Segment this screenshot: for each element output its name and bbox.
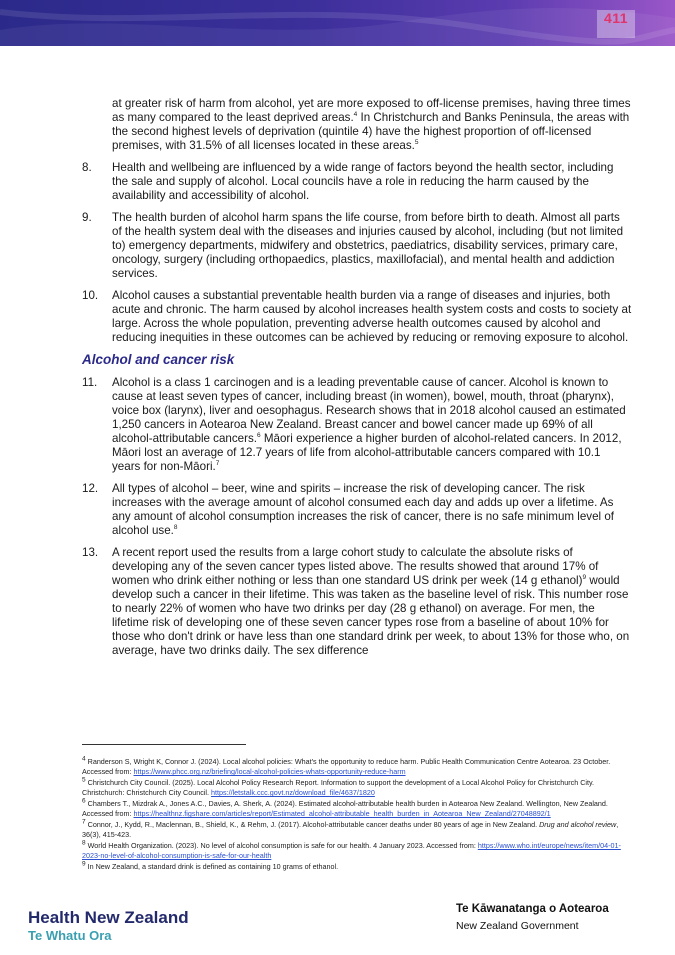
footnote-number: 6 (82, 797, 86, 805)
health-nz-logo (28, 908, 189, 943)
continuation-text-2: In Christchurch and Banks Peninsula, the areas with the second highest levels of deprivation (quintile 4) have the highest proportion of off-licensed premises, with 31.5% of all licenses located in these areas. (112, 111, 630, 152)
paragraph-text-a: A recent report used the results from a large cohort study to calculate the absolute risks of developing any of the seven cancer types listed above. The results showed that around 17% of women who drink either nothing or less than one standard US drink per week (14 g ethanol) (112, 546, 599, 587)
paragraph-number: 12. (82, 482, 99, 495)
numbered-paragraph-8 (82, 161, 632, 203)
health-nz-logo-line1: Health New Zealand (28, 908, 189, 927)
footnote-ref-6[interactable]: 6 (257, 432, 261, 440)
paragraph-number: 9. (82, 211, 92, 224)
footnote-number: 4 (82, 755, 86, 763)
footnote-text-after: , 36(3), 415-423. (82, 820, 619, 839)
footnote-text: Chambers T., Mizdrak A., Jones A.C., Davies, A. Sherk, A. (2024). Estimated alcohol-attributable health burden in Aotearoa New Zealand. Wellington, New Zealand. Accessed from: (82, 799, 608, 818)
footnote-9 (82, 862, 622, 872)
footnote-ref-4[interactable]: 4 (353, 111, 358, 119)
numbered-paragraph-13 (82, 546, 632, 658)
paragraph-text (112, 376, 632, 474)
paragraph-text: Health and wellbeing are influenced by a wide range of factors beyond the health sector, including the sale and supply of alcohol. Local councils have a role in reducing the harm caused by the availability and accessibility of alcohol. (112, 161, 614, 202)
footnote-number: 8 (82, 839, 86, 847)
footnote-journal: Drug and alcohol review (539, 820, 617, 829)
numbered-paragraph-9 (82, 211, 632, 281)
footnote-text: Christchurch City Council. (2025). Local Alcohol Policy Research Report. Information to support the development of a Local Alcohol Policy for Christchurch City. Christchurch: Christchurch City Council. (82, 778, 595, 797)
health-nz-logo-line2: Te Whatu Ora (28, 928, 112, 943)
footnote-5 (82, 778, 622, 798)
continuation-paragraph (112, 97, 632, 153)
header-banner (0, 0, 675, 46)
body-text (82, 97, 632, 666)
paragraph-text (112, 546, 632, 658)
paragraph-number: 11. (82, 376, 98, 389)
paragraph-text-b: Māori experience a higher burden of alcohol-related cancers. In 2012, Māori lost an average of 12.7 years of life from alcohol-attributable cancers compared with 10.1 years for non-Māori. (112, 432, 622, 473)
paragraph-text (112, 482, 632, 538)
footnote-number: 9 (82, 860, 86, 868)
footnote-ref-9[interactable]: 9 (582, 574, 587, 582)
numbered-paragraph-10 (82, 289, 632, 345)
paragraph-text-a: Alcohol is a class 1 carcinogen and is a leading preventable cause of cancer. Alcohol is known to cause at least seven types of cancer, including breast (in women), bowel, mouth, throat (pharynx), voice box (larynx), liver and oesophagus. Research shows that in 2018 alcohol caused an estimated 1,250 cancers in Aotearoa New Zealand. Breast cancer and bowel cancer made up 69% of all alcohol-attributable cancers. (112, 376, 626, 445)
footnote-8 (82, 841, 622, 861)
numbered-paragraph-11 (82, 376, 632, 474)
footnote-7 (82, 820, 622, 840)
paragraph-text: The health burden of alcohol harm spans the life course, from before birth to death. Almost all parts of the health system deal with the diseases and injuries caused by alcohol, including (but not limited to) emergency departments, midwifery and obstetrics, paediatrics, disability services, primary care, oncology, surgery (including orthopaedics, plastics, maxillofacial), and mental health and addiction services. (112, 211, 624, 280)
banner-wave-decoration (0, 0, 675, 46)
footnote-link[interactable]: https://healthnz.figshare.com/articles/report/Estimated_alcohol-attributable_health_burden_in_Aotearoa_New_Zealand/27048892/1 (133, 809, 551, 818)
paragraph-number: 8. (82, 161, 92, 174)
footnote-link[interactable]: https://www.who.int/europe/news/item/04-01-2023-no-level-of-alcohol-consumption-is-safe-for-our-health (82, 841, 621, 860)
paragraph-text-b: would develop such a cancer in their lifetime. This was taken as the baseline level of risk. This number rose to nearly 22% of women who have two drinks per day (28 g ethanol) on average. For men, the lifetime risk of developing one of these seven cancer types rose from a baseline of about 10% for those who don't drink or have less than one standard drink per week, to about 13% for those who, on average, have two drinks daily. The sex difference (112, 574, 630, 657)
footnote-ref-7[interactable]: 7 (215, 460, 220, 468)
paragraph-number: 13. (82, 546, 99, 559)
paragraph-text-a: All types of alcohol – beer, wine and spirits – increase the risk of developing cancer. The risk increases with the average amount of alcohol consumed each day and adds up over a lifetime. As any amount of alcohol consumption increases the risk of cancer, there is no safe minimum level of alcohol use. (112, 482, 615, 537)
paragraph-number: 10. (82, 289, 99, 302)
numbered-paragraph-12 (82, 482, 632, 538)
footnote-number: 5 (82, 776, 86, 784)
page-number: 411 (597, 10, 635, 38)
footnote-text: World Health Organization. (2023). No level of alcohol consumption is safe for our health. 4 January 2023. Accessed from: (87, 841, 478, 850)
nz-government-logo (456, 902, 609, 933)
nz-government-logo-line1: Te Kāwanatanga o Aotearoa (456, 903, 609, 915)
footnote-link[interactable]: https://letstalk.ccc.govt.nz/download_file/4637/1820 (211, 788, 375, 797)
footnote-4 (82, 757, 622, 777)
nz-government-logo-line2: New Zealand Government (456, 920, 579, 932)
footnote-text: In New Zealand, a standard drink is defined as containing 10 grams of ethanol. (87, 862, 339, 871)
paragraph-text: Alcohol causes a substantial preventable health burden via a range of diseases and injuries, both acute and chronic. The harm caused by alcohol increases health system costs and costs to society at large. Across the whole population, preventing adverse health outcomes caused by alcohol and reducing inequities in these outcomes can be achieved by reducing or removing exposure to alcohol. (112, 289, 632, 344)
footnote-divider (82, 744, 246, 745)
footnotes (82, 757, 622, 873)
footnote-text: Randerson S, Wright K, Connor J. (2024). Local alcohol policies: What's the opportunity to reduce harm. Public Health Communication Centre Aotearoa. 23 October. Accessed from: (82, 757, 611, 776)
footnote-ref-5[interactable]: 5 (414, 139, 419, 147)
footnote-6 (82, 799, 622, 819)
section-heading: Alcohol and cancer risk (82, 352, 235, 367)
footnote-ref-8[interactable]: 8 (173, 524, 178, 532)
continuation-text: at greater risk of harm from alcohol, yet are more exposed to off-license premises, having three times as many compared to the least deprived areas. (112, 97, 631, 124)
footnote-number: 7 (82, 818, 86, 826)
footnote-text: Connor, J., Kydd, R., Maclennan, B., Shield, K., & Rehm, J. (2017). Alcohol-attributable cancer deaths under 80 years of age in New Zealand. (87, 820, 540, 829)
footnote-link[interactable]: https://www.phcc.org.nz/briefing/local-alcohol-policies-whats-opportunity-reduce-harm (133, 767, 406, 776)
